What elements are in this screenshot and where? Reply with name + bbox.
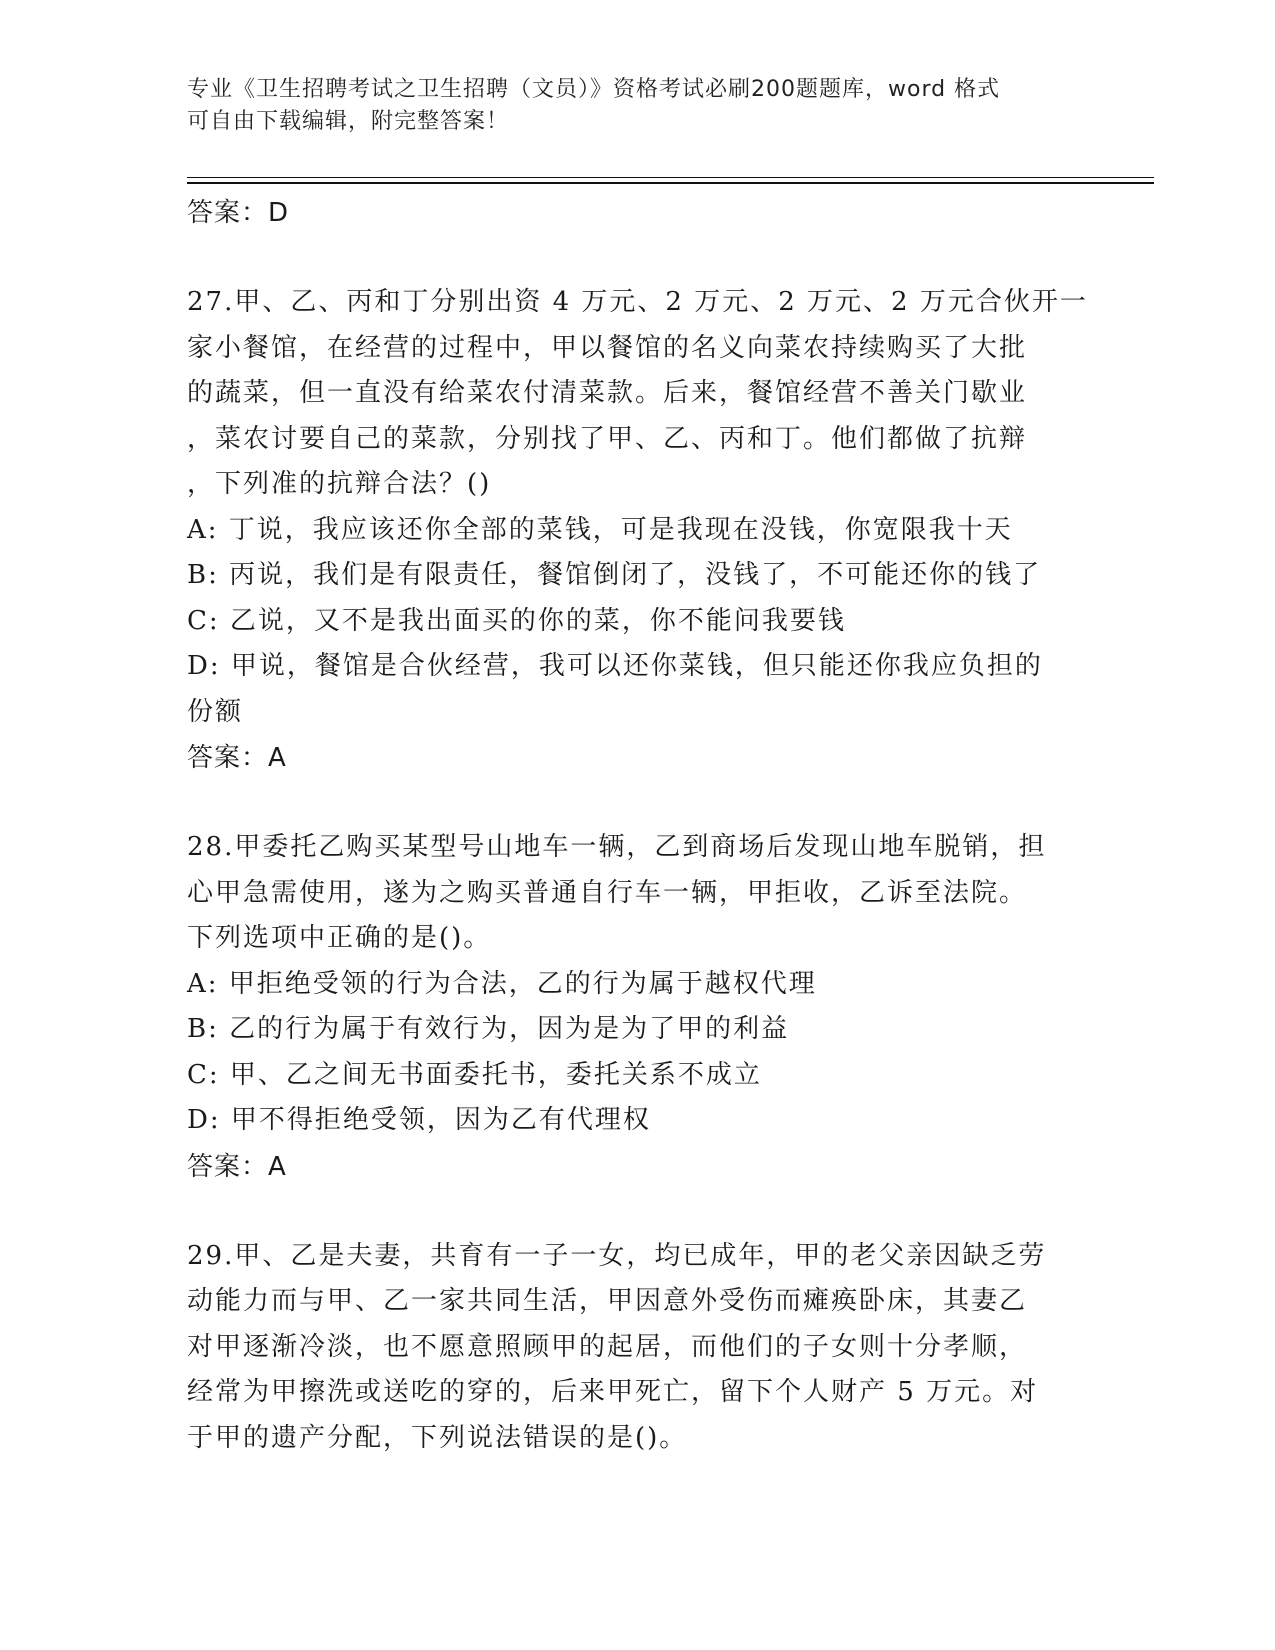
header-rule-thin xyxy=(187,177,1154,178)
question-28 xyxy=(187,825,1087,1190)
option-b: B: 丙说，我们是有限责任，餐馆倒闭了，没钱了，不可能还你的钱了 xyxy=(187,560,1042,590)
question-text-line: ，菜农讨要自己的菜款，分别找了甲、乙、丙和丁。他们都做了抗辩 xyxy=(187,423,1028,454)
question-text-line: 家小餐馆，在经营的过程中，甲以餐馆的名义向菜农持续购买了大批 xyxy=(187,332,1028,363)
question-text-line: 对甲逐渐冷淡，也不愿意照顾甲的起居，而他们的子女则十分孝顺， xyxy=(187,1331,1028,1362)
question-text-line: 28.甲委托乙购买某型号山地车一辆，乙到商场后发现山地车脱销，担 xyxy=(187,832,1047,862)
question-27 xyxy=(187,280,1087,781)
option-c: C: 乙说，又不是我出面买的你的菜，你不能问我要钱 xyxy=(187,605,846,636)
question-text-line: 27.甲、乙、丙和丁分别出资 4 万元、2 万元、2 万元、2 万元合伙开一 xyxy=(187,287,1088,317)
document-body xyxy=(187,190,1087,1461)
spacer xyxy=(187,1190,1087,1234)
option-a: A: 丁说，我应该还你全部的菜钱，可是我现在没钱，你宽限我十天 xyxy=(187,514,1013,545)
header-line-2: 可自由下载编辑，附完整答案！ xyxy=(187,109,510,134)
question-text-line: ，下列准的抗辩合法？() xyxy=(187,469,492,499)
header-line-1: 专业《卫生招聘考试之卫生招聘（文员）》资格考试必刷200题题库，word 格式 xyxy=(187,77,1001,102)
option-d: D: 甲说，餐馆是合伙经营，我可以还你菜钱，但只能还你我应负担的 xyxy=(187,651,1043,681)
option-d-continued: 份额 xyxy=(187,696,244,727)
question-text-line: 动能力而与甲、乙一家共同生活，甲因意外受伤而瘫痪卧床，其妻乙 xyxy=(187,1286,1028,1316)
page-header xyxy=(187,74,1067,138)
question-text-line: 29.甲、乙是夫妻，共育有一子一女，均已成年，甲的老父亲因缺乏劳 xyxy=(187,1240,1047,1271)
option-b: B: 乙的行为属于有效行为，因为是为了甲的利益 xyxy=(187,1014,790,1044)
question-29 xyxy=(187,1234,1087,1462)
previous-answer: 答案：D xyxy=(187,198,290,228)
option-a: A: 甲拒绝受领的行为合法，乙的行为属于越权代理 xyxy=(187,968,817,999)
question-text-line: 心甲急需使用，遂为之购买普通自行车一辆，甲拒收，乙诉至法院。 xyxy=(187,877,1028,908)
spacer xyxy=(187,236,1087,280)
spacer xyxy=(187,781,1087,825)
answer: 答案：A xyxy=(187,1151,287,1182)
question-text-line: 下列选项中正确的是()。 xyxy=(187,923,492,953)
option-c: C: 甲、乙之间无书面委托书，委托关系不成立 xyxy=(187,1059,762,1090)
question-text-line: 于甲的遗产分配，下列说法错误的是()。 xyxy=(187,1422,688,1453)
question-text-line: 经常为甲擦洗或送吃的穿的，后来甲死亡，留下个人财产 5 万元。对 xyxy=(187,1377,1039,1407)
header-rule-thick xyxy=(187,182,1154,184)
question-text-line: 的蔬菜，但一直没有给菜农付清菜款。后来，餐馆经营不善关门歇业 xyxy=(187,378,1028,408)
answer: 答案：A xyxy=(187,743,287,773)
option-d: D: 甲不得拒绝受领，因为乙有代理权 xyxy=(187,1105,651,1135)
